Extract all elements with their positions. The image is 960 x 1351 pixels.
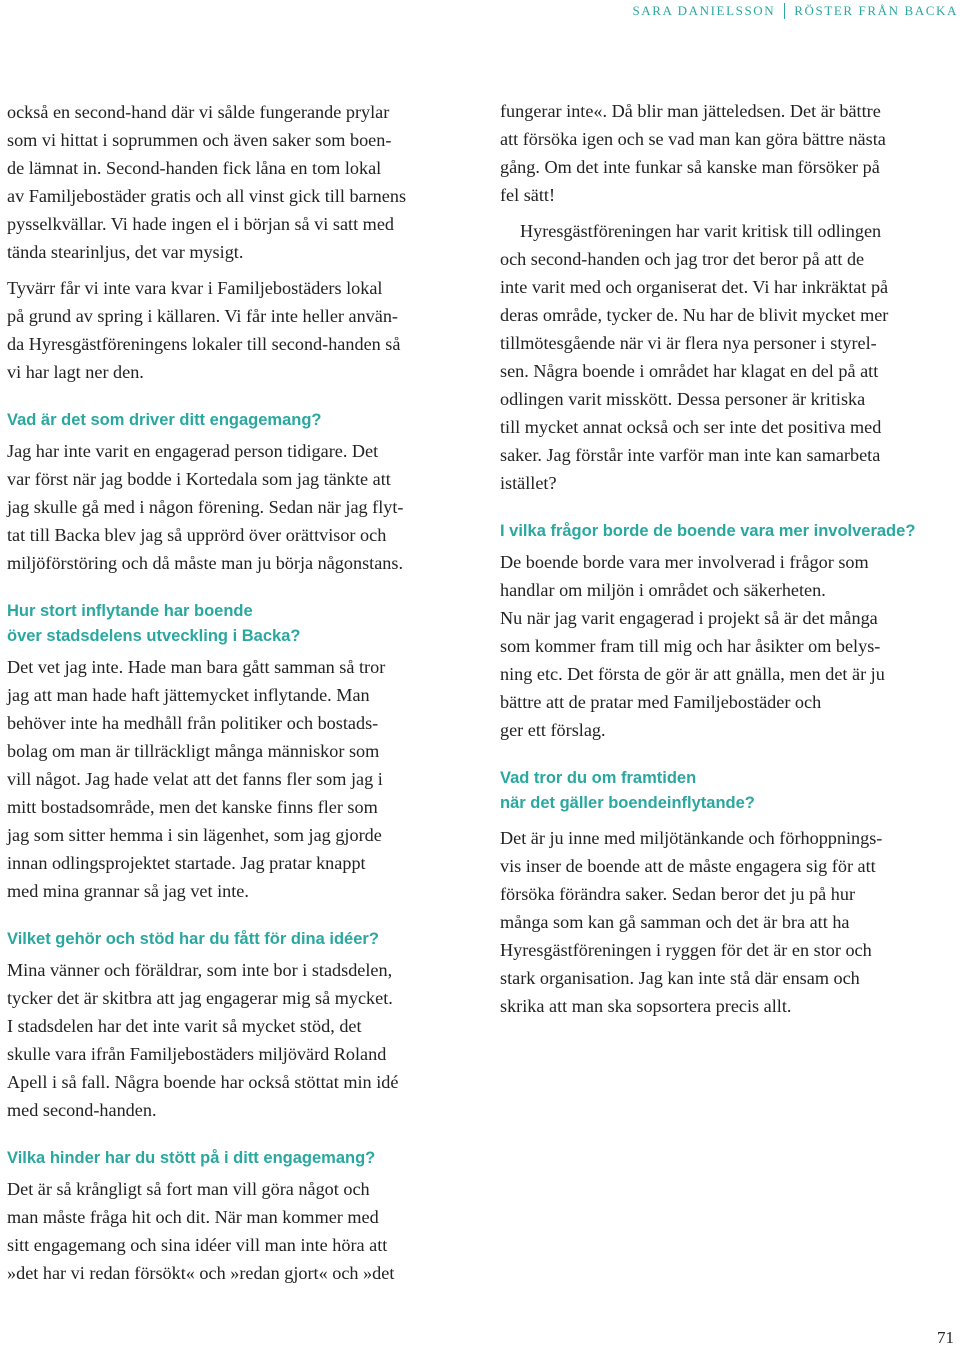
text-line: de lämnat in. Second-handen fick låna en tom lokal xyxy=(7,158,382,178)
text-line: av Familjebostäder gratis och all vinst gick till barnens xyxy=(7,186,407,206)
text-line: miljöförstöring och då måste man ju börja någonstans. xyxy=(7,553,404,573)
text-line: vill något. Jag hade velat att det fanns fler som jag i xyxy=(7,769,383,789)
text-line: »det har vi redan försökt« och »redan gjort« och »det xyxy=(7,1263,395,1283)
text-line: till mycket annat också och ser inte det positiva med xyxy=(500,417,882,437)
page-number: 71 xyxy=(937,1328,954,1347)
text-line: tycker det är skitbra att jag engagerar mig så mycket. xyxy=(7,988,393,1008)
text-line: bolag om man är tillräckligt många människor som xyxy=(7,741,380,761)
question-heading xyxy=(7,408,457,433)
text-line: Jag har inte varit en engagerad person tidigare. Det xyxy=(7,441,379,461)
text-line: tat till Backa blev jag så upprörd över orättvisor och xyxy=(7,525,387,545)
text-line: I vilka frågor borde de boende vara mer involverade? xyxy=(500,522,916,540)
header-divider xyxy=(784,3,785,19)
text-line: vis inser de boende att de måste engagera sig för att xyxy=(500,856,876,876)
text-line: behöver inte ha medhåll från politiker och bostads- xyxy=(7,713,379,733)
text-line: pysselkvällar. Vi hade ingen el i början så vi satt med xyxy=(7,214,394,234)
text-line: Hyresgästföreningen har varit kritisk till odlingen xyxy=(520,221,882,241)
text-line: och second-handen och jag tror det beror på att de xyxy=(500,249,865,269)
text-line: skrika att man ska sopsortera precis allt. xyxy=(500,996,792,1016)
text-line: som vi hittat i soprummen och även saker som boen- xyxy=(7,130,392,150)
text-line: över stadsdelens utveckling i Backa? xyxy=(7,627,301,645)
text-line: Hyresgästföreningen i ryggen för det är en stor och xyxy=(500,940,872,960)
text-line: Vilket gehör och stöd har du fått för dina idéer? xyxy=(7,930,379,948)
header-author: SARA DANIELSSON xyxy=(632,3,776,18)
text-line: Mina vänner och föräldrar, som inte bor i stadsdelen, xyxy=(7,960,393,980)
text-line: att försöka igen och se vad man kan göra bättre nästa xyxy=(500,129,886,149)
paragraph xyxy=(500,97,955,209)
question-heading xyxy=(7,927,457,952)
paragraph xyxy=(7,956,457,1124)
paragraph xyxy=(7,98,457,266)
text-line: De boende borde vara mer involverad i frågor som xyxy=(500,552,869,572)
text-line: stark organisation. Jag kan inte stå där ensam och xyxy=(500,968,860,988)
text-line: med mina grannar så jag vet inte. xyxy=(7,881,249,901)
text-line: fungerar inte«. Då blir man jätteledsen. Det är bättre xyxy=(500,101,881,121)
text-line: I stadsdelen har det inte varit så mycket stöd, det xyxy=(7,1016,362,1036)
question-heading xyxy=(7,599,457,649)
text-line: man måste fråga hit och dit. När man kommer med xyxy=(7,1207,379,1227)
paragraph xyxy=(7,1175,457,1287)
text-line: försöka förändra saker. Sedan beror det ju på hur xyxy=(500,884,856,904)
text-line: jag skulle gå med i någon förening. Sedan när jag flyt- xyxy=(7,497,404,517)
text-line: vi har lagt ner den. xyxy=(7,362,144,382)
text-line: var först när jag bodde i Kortedala som jag tänkte att xyxy=(7,469,391,489)
text-line: jag att man hade haft jättemycket inflytande. Man xyxy=(7,685,370,705)
text-line: Apell i så fall. Några boende har också stöttat min idé xyxy=(7,1072,399,1092)
text-line: istället? xyxy=(500,473,557,493)
question-heading xyxy=(7,1146,457,1171)
text-line: gång. Om det inte funkar så kanske man försöker på xyxy=(500,157,880,177)
text-line: sen. Några boende i området har klagat en del på att xyxy=(500,361,879,381)
running-header xyxy=(632,3,958,19)
paragraph xyxy=(500,824,955,1020)
text-line: sitt engagemang och sina idéer vill man inte höra att xyxy=(7,1235,388,1255)
text-line: Det vet jag inte. Hade man bara gått samman så tror xyxy=(7,657,386,677)
text-line: många som kan gå samman och det är bra att ha xyxy=(500,912,850,932)
paragraph xyxy=(500,217,955,497)
text-line: tillmötesgående när vi är flera nya personer i styrel- xyxy=(500,333,877,353)
text-line: Det är ju inne med miljötänkande och förhoppnings- xyxy=(500,828,883,848)
text-line: deras område, tycker de. Nu har de blivit mycket mer xyxy=(500,305,889,325)
text-line: innan odlingsprojektet startade. Jag pratar knappt xyxy=(7,853,366,873)
question-heading xyxy=(500,519,955,544)
paragraph xyxy=(7,653,457,905)
text-line: fel sätt! xyxy=(500,185,556,205)
text-line: saker. Jag förstår inte varför man inte kan samarbeta xyxy=(500,445,881,465)
text-line: när det gäller boendeinflytande? xyxy=(500,794,755,812)
paragraph xyxy=(7,274,457,386)
paragraph xyxy=(7,437,457,577)
text-line: Vad tror du om framtiden xyxy=(500,769,697,787)
text-line: da Hyresgästföreningens lokaler till second-handen så xyxy=(7,334,401,354)
text-line: Vilka hinder har du stött på i ditt engagemang? xyxy=(7,1149,376,1167)
text-line: Nu när jag varit engagerad i projekt så är det många xyxy=(500,608,878,628)
text-line: skulle vara ifrån Familjebostäders miljövärd Roland xyxy=(7,1044,387,1064)
text-line: Vad är det som driver ditt engagemang? xyxy=(7,411,322,429)
text-line: Det är så krångligt så fort man vill göra något och xyxy=(7,1179,370,1199)
right-column xyxy=(500,97,955,1020)
text-line: Hur stort inflytande har boende xyxy=(7,602,253,620)
text-line: som kommer fram till mig och har åsikter om belys- xyxy=(500,636,881,656)
text-line: jag som sitter hemma i sin lägenhet, som jag gjorde xyxy=(7,825,382,845)
text-line: också en second-hand där vi sålde fungerande prylar xyxy=(7,102,390,122)
text-line: ning etc. Det första de gör är att gnälla, men det är ju xyxy=(500,664,885,684)
text-line: mitt bostadsområde, men det kanske finns fler som xyxy=(7,797,378,817)
paragraph xyxy=(500,548,955,744)
text-line: ger ett förslag. xyxy=(500,720,606,740)
text-line: inte varit med och organiserat det. Vi har inkräktat på xyxy=(500,277,889,297)
text-line: odlingen varit misskött. Dessa personer är kritiska xyxy=(500,389,866,409)
text-line: på grund av spring i källaren. Vi får inte heller använ- xyxy=(7,306,398,326)
text-line: Tyvärr får vi inte vara kvar i Familjebostäders lokal xyxy=(7,278,383,298)
question-heading xyxy=(500,766,955,816)
text-line: bättre att de pratar med Familjebostäder och xyxy=(500,692,822,712)
text-line: tända stearinljus, det var mysigt. xyxy=(7,242,244,262)
text-line: handlar om miljön i området och säkerheten. xyxy=(500,580,826,600)
left-column xyxy=(7,98,457,1287)
header-title: RÖSTER FRÅN BACKA xyxy=(794,3,958,18)
text-line: med second-handen. xyxy=(7,1100,157,1120)
